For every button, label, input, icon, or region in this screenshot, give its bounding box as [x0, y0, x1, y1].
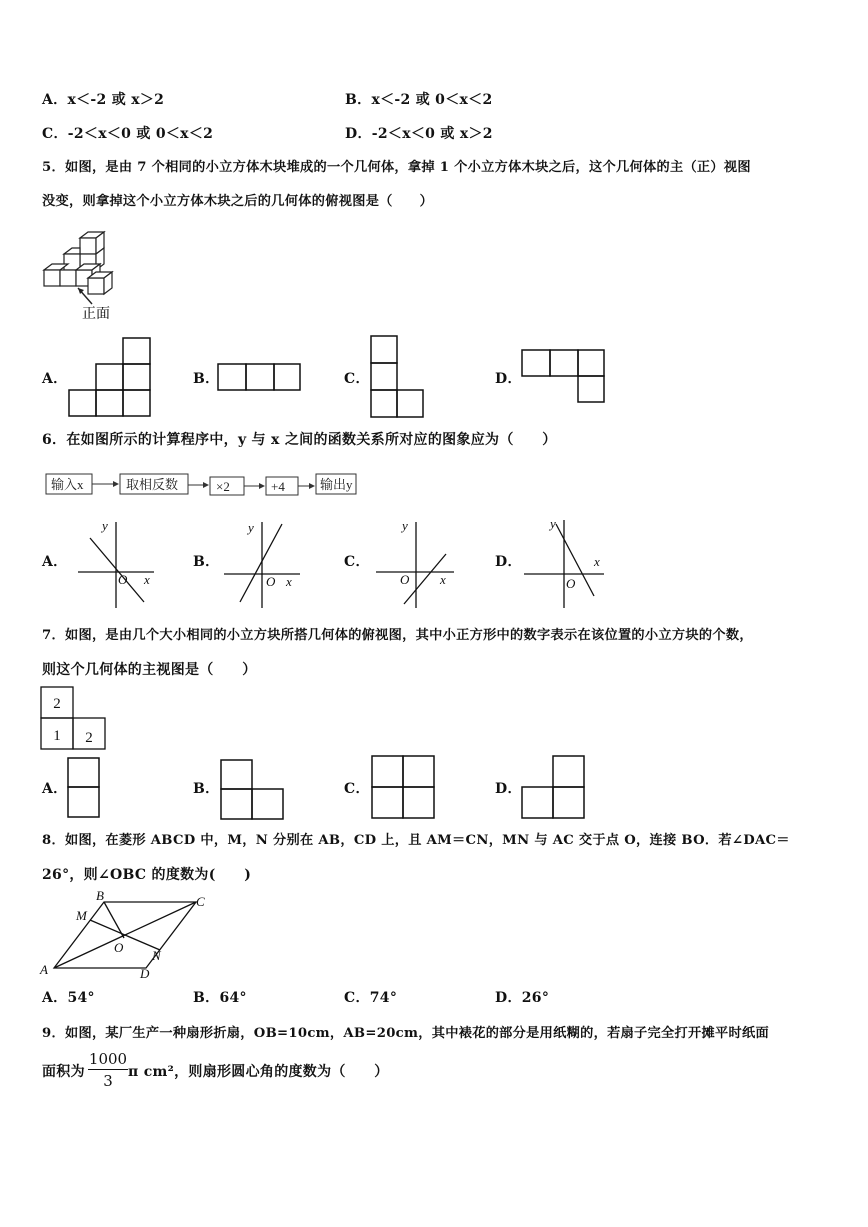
flow-negate: 取相反数: [126, 477, 179, 492]
flow-times2: ×2: [216, 479, 230, 494]
q9-stem-line2-post: π cm²，则扇形圆心角的度数为（ ）: [128, 1064, 389, 1080]
q8-rhombus-figure: [38, 890, 218, 982]
svg-text:O: O: [400, 572, 410, 587]
q5-option-d-figure: [520, 348, 608, 406]
q5-option-d: D．: [495, 371, 522, 387]
svg-text:N: N: [152, 948, 161, 963]
q6-option-a: A．: [42, 554, 68, 570]
q7-option-c: C．: [344, 781, 370, 797]
q9-fraction: 1000 3: [88, 1050, 128, 1090]
q8-option-a: A．54°: [42, 990, 95, 1006]
q7-option-c-figure: [370, 754, 436, 820]
svg-text:M: M: [76, 908, 87, 923]
svg-text:2: 2: [85, 730, 93, 746]
flow-output: 输出y: [320, 477, 353, 492]
svg-text:x: x: [594, 554, 600, 569]
q8-option-b: B．64°: [193, 990, 247, 1006]
q6-stem: 6．在如图所示的计算程序中，y 与 x 之间的函数关系所对应的图象应为（ ）: [42, 432, 557, 448]
q4-option-d: D．-2＜x＜0 或 x＞2: [345, 126, 493, 142]
q7-stem-line1: 7．如图，是由几个大小相同的小立方块所搭几何体的俯视图，其中小正方形中的数字表示在该位置的小立方块的个数，: [42, 628, 753, 643]
q9-stem-line1: 9．如图，某厂生产一种扇形折扇，OB=10cm，AB=20cm，其中裱花的部分是用纸糊的，若扇子完全打开摊平时纸面: [42, 1026, 769, 1041]
q9-stem-line2: 面积为: [42, 1064, 85, 1080]
q7-option-b-figure: [219, 758, 287, 822]
svg-text:O: O: [266, 574, 276, 589]
q7-stem-line2: 则这个几何体的主视图是（ ）: [42, 662, 257, 678]
q4-option-c: C．-2＜x＜0 或 0＜x＜2: [42, 126, 214, 142]
svg-text:O: O: [566, 576, 576, 591]
q6-option-c-graph: [374, 516, 458, 612]
svg-text:2: 2: [53, 696, 61, 712]
q5-cube-figure: [40, 226, 120, 326]
q7-option-a-figure: [66, 756, 102, 820]
flow-plus4: +4: [271, 479, 285, 494]
q7-option-a: A．: [42, 781, 68, 797]
svg-text:A: A: [40, 962, 48, 977]
q8-option-d: D．26°: [495, 990, 550, 1006]
q8-stem-line2: 26°，则∠OBC 的度数为( ): [42, 867, 252, 883]
q5-stem-line2: 没变，则拿掉这个小立方体木块之后的几何体的俯视图是（ ）: [42, 194, 434, 209]
svg-text:D: D: [140, 966, 150, 981]
q5-stem-line1: 5．如图，是由 7 个相同的小立方体木块堆成的一个几何体，拿掉 1 个小立方体木块之后，这个几何体的主（正）视图: [42, 160, 751, 175]
q8-stem-line1: 8．如图，在菱形 ABCD 中，M，N 分别在 AB，CD 上，且 AM＝CN，MN 与 AC 交于点 O，连接 BO．若∠DAC＝: [42, 833, 790, 848]
q8-option-c: C．74°: [344, 990, 398, 1006]
svg-text:x: x: [440, 572, 446, 587]
svg-text:x: x: [286, 574, 292, 589]
q6-option-b: B．: [193, 554, 220, 570]
q7-top-view-grid: [40, 686, 108, 750]
q5-option-c: C．: [344, 371, 370, 387]
svg-text:y: y: [550, 516, 556, 531]
q4-option-b: B．x＜-2 或 0＜x＜2: [345, 92, 493, 108]
q4-option-a: A．x＜-2 或 x＞2: [42, 92, 165, 108]
q6-option-d: D．: [495, 554, 522, 570]
svg-text:O: O: [118, 572, 128, 587]
svg-text:y: y: [402, 518, 408, 533]
svg-text:x: x: [144, 572, 150, 587]
svg-text:B: B: [96, 890, 104, 903]
q7-option-d-figure: [520, 754, 588, 820]
q6-option-d-graph: [522, 514, 606, 612]
svg-text:1: 1: [53, 728, 61, 744]
q6-flowchart: [44, 470, 364, 500]
svg-text:O: O: [114, 940, 124, 955]
svg-text:y: y: [102, 518, 108, 533]
q5-option-a: A．: [42, 371, 68, 387]
svg-text:y: y: [248, 520, 254, 535]
svg-text:C: C: [196, 894, 205, 909]
flow-input: 输入x: [51, 477, 84, 492]
q6-option-c: C．: [344, 554, 370, 570]
q6-option-b-graph: [220, 516, 304, 612]
q5-option-b-figure: [216, 362, 304, 392]
q5-front-label: 正面: [82, 307, 110, 322]
q7-option-d: D．: [495, 781, 522, 797]
q7-option-b: B．: [193, 781, 220, 797]
q5-option-b: B．: [193, 371, 220, 387]
q5-option-c-figure: [368, 334, 428, 420]
q5-option-a-figure: [66, 336, 154, 420]
q6-option-a-graph: [74, 516, 158, 612]
